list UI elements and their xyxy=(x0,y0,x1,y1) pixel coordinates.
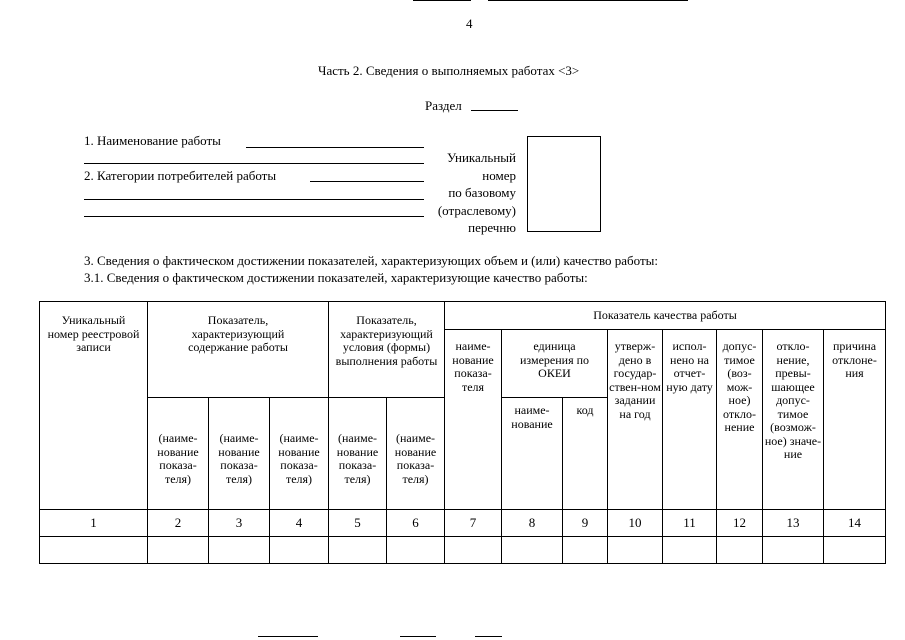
data-cell[interactable] xyxy=(763,537,824,564)
header-q-approved: утверж-дено в государ-ствен-ном задании на год xyxy=(608,330,663,510)
data-cell[interactable] xyxy=(608,537,663,564)
header-content-indicator: Показатель, характеризующий содержание работы xyxy=(148,302,329,398)
data-cell[interactable] xyxy=(209,537,270,564)
column-number: 4 xyxy=(270,510,329,537)
data-cell[interactable] xyxy=(40,537,148,564)
header-quality-indicator: Показатель качества работы xyxy=(445,302,886,330)
unique-number-line-4: (отраслевому) xyxy=(437,202,516,218)
consumer-blank-3[interactable] xyxy=(84,216,424,217)
bottom-border-line-3 xyxy=(475,636,502,637)
data-cell[interactable] xyxy=(663,537,717,564)
data-cell[interactable] xyxy=(329,537,387,564)
column-number: 12 xyxy=(717,510,763,537)
work-name-blank-2[interactable] xyxy=(84,163,424,164)
header-q-unit: единица измерения по ОКЕИ xyxy=(502,330,608,398)
column-number: 11 xyxy=(663,510,717,537)
bottom-border-line-2 xyxy=(400,636,436,637)
header-content-indicator-1: (наиме-нование показа-теля) xyxy=(148,398,209,510)
table-row xyxy=(40,537,886,564)
column-numbers-row xyxy=(40,510,886,537)
header-q-reason: причина отклоне-ния xyxy=(824,330,886,510)
consumer-category-label: 2. Категории потребителей работы xyxy=(84,168,277,183)
header-content-indicator-3: (наиме-нование показа-теля) xyxy=(270,398,329,510)
header-conditions-indicator: Показатель, характеризующий условия (формы) выполнения работы xyxy=(329,302,445,398)
data-cell[interactable] xyxy=(445,537,502,564)
header-conditions-indicator-1: (наиме-нование показа-теля) xyxy=(329,398,387,510)
data-cell[interactable] xyxy=(270,537,329,564)
data-cell[interactable] xyxy=(387,537,445,564)
column-number: 7 xyxy=(445,510,502,537)
quality-indicators-table xyxy=(39,301,886,564)
header-content-indicator-2: (наиме-нование показа-теля) xyxy=(209,398,270,510)
column-number: 1 xyxy=(40,510,148,537)
work-name-blank-1[interactable] xyxy=(246,147,424,148)
work-name-label: 1. Наименование работы xyxy=(84,133,221,148)
header-q-allowed-deviation: допус-тимое (воз-мож-ное) откло-нение xyxy=(717,330,763,510)
data-cell[interactable] xyxy=(148,537,209,564)
column-number: 14 xyxy=(824,510,886,537)
header-q-unit-code: код xyxy=(563,398,608,510)
data-cell[interactable] xyxy=(502,537,563,564)
part-title: Часть 2. Сведения о выполняемых работах <3> xyxy=(318,63,580,78)
unique-number-box[interactable] xyxy=(527,136,601,232)
unique-number-line-2: номер xyxy=(482,167,516,183)
unique-number-line-3: по базовому xyxy=(448,185,516,200)
bottom-border-line-1 xyxy=(258,636,318,637)
header-q-deviation-exceeding: откло-нение, превы-шающее допус-тимое (возмож-ное) значе-ние xyxy=(763,330,824,510)
section-blank xyxy=(471,110,518,111)
unique-number-label xyxy=(420,149,516,237)
column-number: 6 xyxy=(387,510,445,537)
unique-number-line-1: Уникальный xyxy=(446,150,516,165)
column-number: 8 xyxy=(502,510,563,537)
data-cell[interactable] xyxy=(824,537,886,564)
header-q-unit-name: наиме-нование xyxy=(502,398,563,510)
consumer-blank-2[interactable] xyxy=(84,199,424,200)
page-number: 4 xyxy=(466,16,473,31)
data-cell[interactable] xyxy=(717,537,763,564)
unique-number-line-5: перечню xyxy=(468,220,516,235)
column-number: 2 xyxy=(148,510,209,537)
column-number: 10 xyxy=(608,510,663,537)
top-border-line-left xyxy=(413,0,471,1)
column-number: 5 xyxy=(329,510,387,537)
header-registry-number: Уникальный номер реестровой записи xyxy=(40,302,148,510)
section-label: Раздел xyxy=(425,98,462,113)
data-cell[interactable] xyxy=(563,537,608,564)
column-number: 9 xyxy=(563,510,608,537)
column-number: 13 xyxy=(763,510,824,537)
header-q-name: наиме-нование показа-теля xyxy=(445,330,502,510)
heading-3: 3. Сведения о фактическом достижении показателей, характеризующих объем и (или) качество работы: xyxy=(84,253,658,268)
top-border-line-right xyxy=(488,0,688,1)
consumer-blank-1[interactable] xyxy=(310,181,424,182)
heading-3-1: 3.1. Сведения о фактическом достижении показателей, характеризующие качество работы: xyxy=(84,270,588,285)
header-q-executed: испол-нено на отчет-ную дату xyxy=(663,330,717,510)
header-conditions-indicator-2: (наиме-нование показа-теля) xyxy=(387,398,445,510)
column-number: 3 xyxy=(209,510,270,537)
